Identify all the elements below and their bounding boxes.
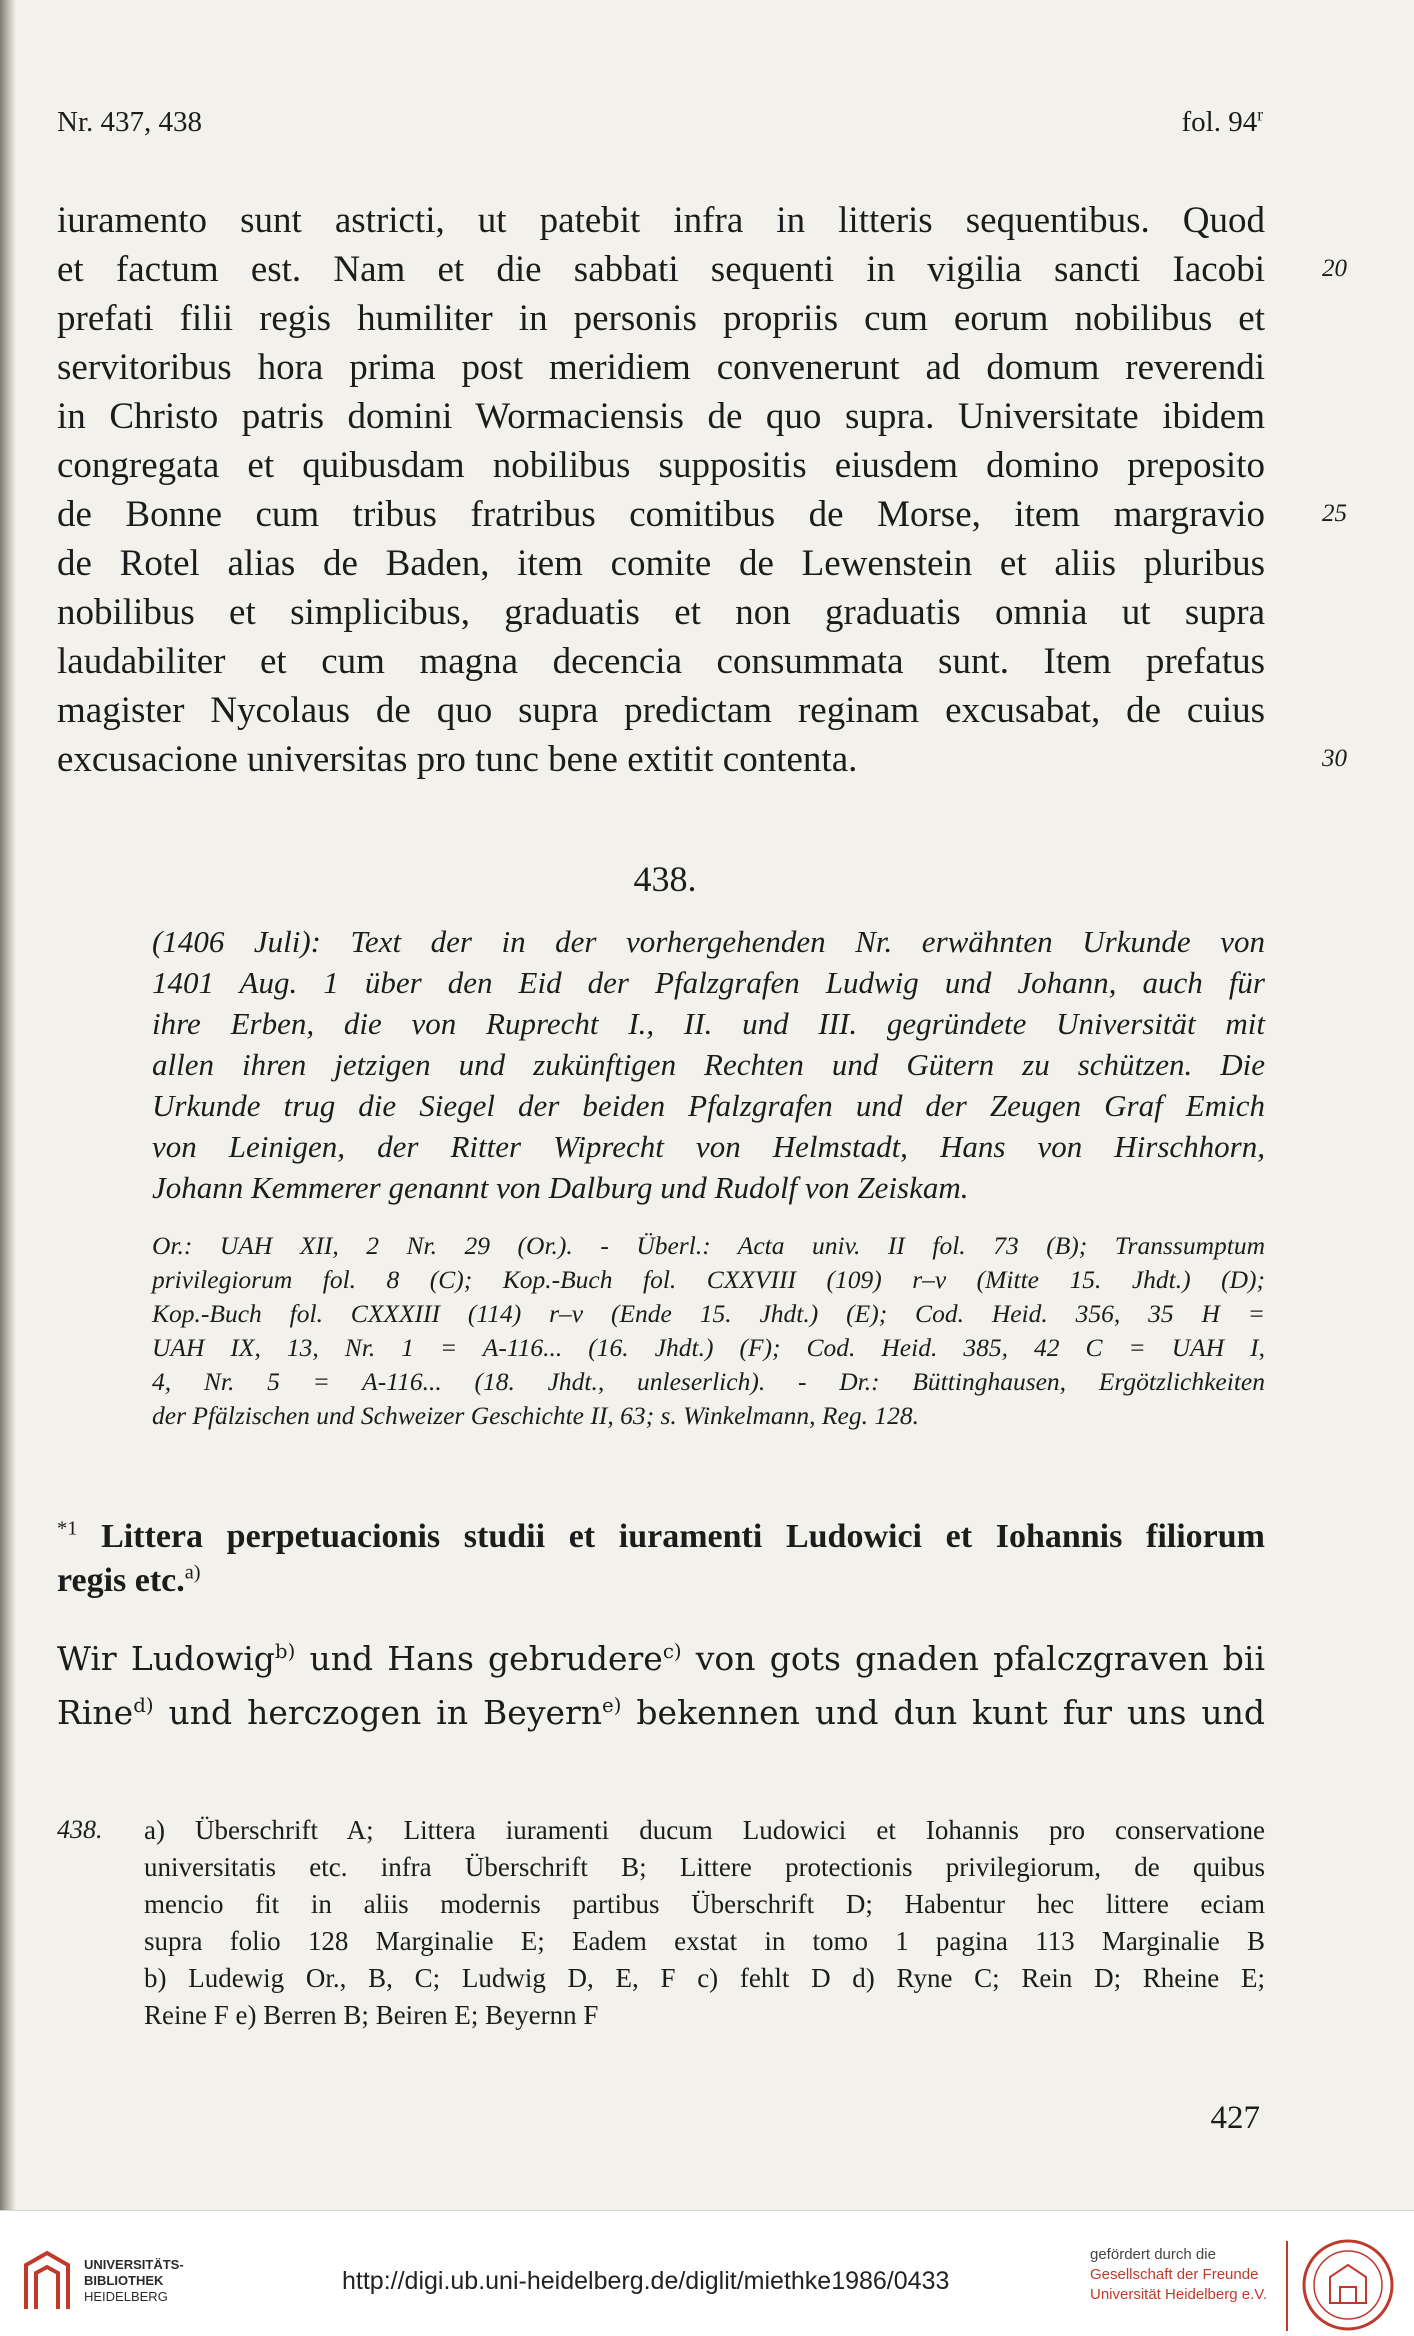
german-charter-text — [57, 1632, 1265, 1740]
regest-line: Urkunde trug die Siegel der beiden Pfalzgrafen und der Zeugen Graf Emich — [152, 1088, 1265, 1123]
digitization-footer — [0, 2210, 1414, 2336]
german-line: Wir Ludowig$^{b)}$ und Hans gebrudere$^{c)}$ von gots gnaden pfalczgraven bii — [57, 1639, 1265, 1678]
body-line: iuramento sunt astricti, ut patebit infra in litteris sequentibus. Quod — [57, 200, 1265, 241]
footnote-line: Reine F e) Berren B; Beiren E; Beyernn F — [144, 2000, 599, 2030]
body-line: magister Nycolaus de quo supra predictam reginam excusabat, de cuius — [57, 690, 1265, 731]
source-apparatus — [152, 1229, 1265, 1433]
book-spine-shadow — [0, 0, 16, 2220]
permalink-url[interactable]: http://digi.ub.uni-heidelberg.de/diglit/miethke1986/0433 — [342, 2267, 950, 2295]
document-number: 438. — [633, 859, 697, 899]
footnote-number: 438. — [57, 1815, 103, 1844]
running-header-left: Nr. 437, 438 — [57, 106, 202, 138]
running-header-right: fol. 94$^r$ — [1181, 104, 1263, 138]
source-line: UAH IX, 13, Nr. 1 = A-116... (16. Jhdt.) (F); Cod. Heid. 385, 42 C = UAH I, — [152, 1333, 1265, 1362]
footnote-line: mencio fit in aliis modernis partibus Überschrift D; Habentur hec littere eciam — [144, 1889, 1265, 1919]
library-logo-icon — [20, 2249, 74, 2311]
source-line: 4, Nr. 5 = A-116... (18. Jhdt., unleserlich). - Dr.: Büttinghausen, Ergötzlichkeiten — [152, 1367, 1265, 1396]
footer-divider — [1286, 2241, 1288, 2331]
source-line: Or.: UAH XII, 2 Nr. 29 (Or.). - Überl.: Acta univ. II fol. 73 (B); Transsumptum — [152, 1231, 1265, 1260]
regest-line: Johann Kemmerer genannt von Dalburg und Rudolf von Zeiskam. — [152, 1170, 969, 1205]
footnote-line: a) Überschrift A; Littera iuramenti ducum Ludowici et Iohannis pro conservatione — [144, 1815, 1265, 1845]
charter-title — [57, 1515, 1265, 1603]
regest-line: allen ihren jetzigen und zukünftigen Rechten und Gütern zu schützen. Die — [152, 1047, 1265, 1082]
university-seal-icon — [1300, 2237, 1396, 2333]
regest-line: ihre Erben, die von Ruprecht I., II. und III. gegründete Universität mit — [152, 1006, 1265, 1041]
body-line: prefati filii regis humiliter in personis propriis cum eorum nobilibus et — [57, 298, 1265, 339]
regest-line: (1406 Juli): Text der in der vorhergehenden Nr. erwähnten Urkunde von — [152, 924, 1265, 959]
footnote-line: universitatis etc. infra Überschrift B; Littere protectionis privilegiorum, de quibus — [144, 1852, 1265, 1882]
margin-line-number: 20 — [1322, 255, 1347, 282]
body-line: et factum est. Nam et die sabbati sequenti in vigilia sancti Iacobi — [57, 249, 1265, 290]
regest-line: von Leinigen, der Ritter Wiprecht von Helmstadt, Hans von Hirschhorn, — [152, 1129, 1265, 1164]
body-line: laudabiliter et cum magna decencia consummata sunt. Item prefatus — [57, 641, 1265, 682]
body-line: de Bonne cum tribus fratribus comitibus de Morse, item margravio — [57, 494, 1265, 535]
source-line: privilegiorum fol. 8 (C); Kop.-Buch fol. CXXVIII (109) r–v (Mitte 15. Jhdt.) (D); — [152, 1265, 1265, 1294]
footnote-line: b) Ludewig Or., B, C; Ludwig D, E, F c) fehlt D d) Ryne C; Rein D; Rheine E; — [144, 1963, 1265, 1993]
margin-line-number: 25 — [1322, 500, 1347, 527]
body-line: servitoribus hora prima post meridiem convenerunt ad domum reverendi — [57, 347, 1265, 388]
sponsor-credit: gefördert durch die Gesellschaft der Freunde Universität Heidelberg e.V. — [1090, 2246, 1268, 2303]
body-line: excusacione universitas pro tunc bene extitit contenta. — [57, 739, 858, 780]
body-line: congregata et quibusdam nobilibus suppositis eiusdem domino preposito — [57, 445, 1265, 486]
body-line: de Rotel alias de Baden, item comite de Lewenstein et aliis pluribus — [57, 543, 1265, 584]
library-name: UNIVERSITÄTS- BIBLIOTHEK HEIDELBERG — [84, 2257, 184, 2304]
footnote-line: supra folio 128 Marginalie E; Eadem exstat in tomo 1 pagina 113 Marginalie B — [144, 1926, 1265, 1956]
german-line: Rine$^{d)}$ und herczogen in Beyern$^{e)}$ bekennen und dun kunt fur uns und — [57, 1693, 1265, 1732]
body-line: in Christo patris domini Wormaciensis de quo supra. Universitate ibidem — [57, 396, 1265, 437]
regest-summary — [152, 921, 1265, 1208]
title-line: regis etc.$^{a)}$ — [57, 1561, 201, 1599]
title-line: $^{*1}$ Littera perpetuacionis studii et iuramenti Ludowici et Iohannis filiorum — [57, 1517, 1266, 1555]
regest-line: 1401 Aug. 1 über den Eid der Pfalzgrafen Ludwig und Johann, auch für — [152, 965, 1265, 1000]
page-number: 427 — [1210, 2100, 1260, 2136]
latin-body-text — [57, 196, 1265, 784]
margin-line-number: 30 — [1322, 745, 1347, 772]
source-line: der Pfälzischen und Schweizer Geschichte II, 63; s. Winkelmann, Reg. 128. — [152, 1401, 919, 1430]
source-line: Kop.-Buch fol. CXXXIII (114) r–v (Ende 15. Jhdt.) (E); Cod. Heid. 356, 35 H = — [152, 1299, 1265, 1328]
footnotes — [144, 1812, 1265, 2034]
body-line: nobilibus et simplicibus, graduatis et non graduatis omnia ut supra — [57, 592, 1265, 633]
